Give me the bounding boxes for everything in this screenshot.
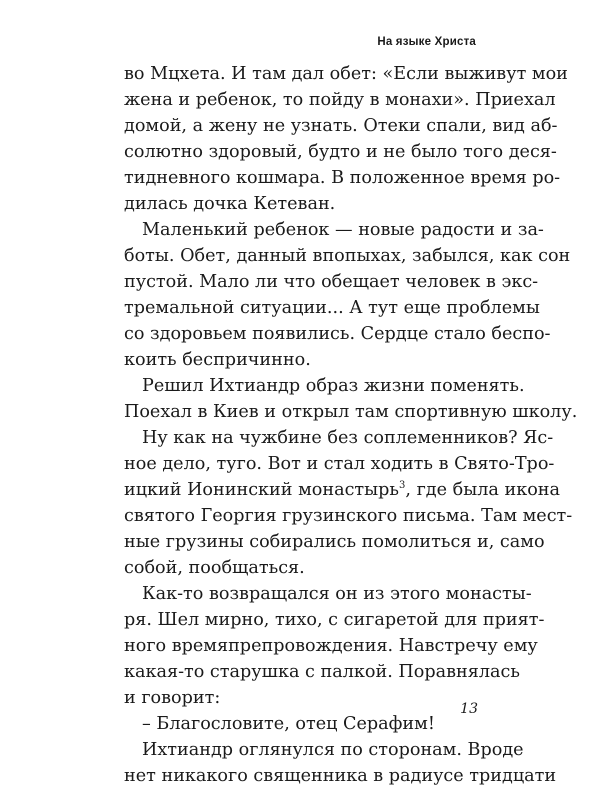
text-line: во Мцхета. И там дал обет: «Если выживут мои xyxy=(124,64,568,84)
text-line: ря. Шел мирно, тихо, с сигаретой для прият- xyxy=(124,610,545,630)
text-line: и говорит: xyxy=(124,688,221,708)
text-line: тремальной ситуации... А тут еще проблемы xyxy=(124,298,540,318)
paragraph-first-line: Маленький ребенок — новые радости и за- xyxy=(142,220,544,240)
text-line: ные грузины собирались помолиться и, само xyxy=(124,532,545,552)
text-line: ного времяпрепровождения. Навстречу ему xyxy=(124,636,538,656)
text-line: пустой. Мало ли что обещает человек в экс- xyxy=(124,272,539,292)
text-line: со здоровьем появились. Сердце стало беспо- xyxy=(124,324,551,344)
text-line: святого Георгия грузинского письма. Там мест- xyxy=(124,506,573,526)
dialogue-line: – Благословите, отец Серафим! xyxy=(142,714,435,734)
paragraph-first-line: Ихтиандр оглянулся по сторонам. Вроде xyxy=(142,740,524,760)
text-line: солютно здоровый, будто и не было того деся- xyxy=(124,142,557,162)
text-line: боты. Обет, данный впопыхах, забылся, как сон xyxy=(124,246,571,266)
text-line-with-footnote xyxy=(124,477,561,503)
text-segment: ицкий Ионинский монастырь xyxy=(124,480,400,500)
text-line: ное дело, туго. Вот и стал ходить в Свято-Тро- xyxy=(124,454,555,474)
page-number: 13 xyxy=(460,701,478,717)
running-head: На языке Христа xyxy=(377,36,476,48)
text-line: Поехал в Киев и открыл там спортивную школу. xyxy=(124,402,578,422)
text-line: жена и ребенок, то пойду в монахи». Приехал xyxy=(124,90,556,110)
footnote-marker[interactable]: 3 xyxy=(399,480,406,492)
paragraph-first-line: Как-то возвращался он из этого монасты- xyxy=(142,584,532,604)
text-line: тидневного кошмара. В положенное время ро- xyxy=(124,168,561,188)
paragraph-first-line: Решил Ихтиандр образ жизни поменять. xyxy=(142,376,525,396)
text-segment: , где была икона xyxy=(405,480,561,500)
paragraph-first-line: Ну как на чужбине без соплеменников? Яс- xyxy=(142,428,554,448)
text-line: какая-то старушка с палкой. Поравнялась xyxy=(124,662,520,682)
text-line: дилась дочка Кетеван. xyxy=(124,194,336,214)
text-line: коить беспричинно. xyxy=(124,350,311,370)
text-line: собой, пообщаться. xyxy=(124,558,305,578)
text-line: нет никакого священника в радиусе тридцати xyxy=(124,766,557,786)
body-text xyxy=(124,61,578,789)
text-line: домой, а жену не узнать. Отеки спали, вид аб- xyxy=(124,116,558,136)
